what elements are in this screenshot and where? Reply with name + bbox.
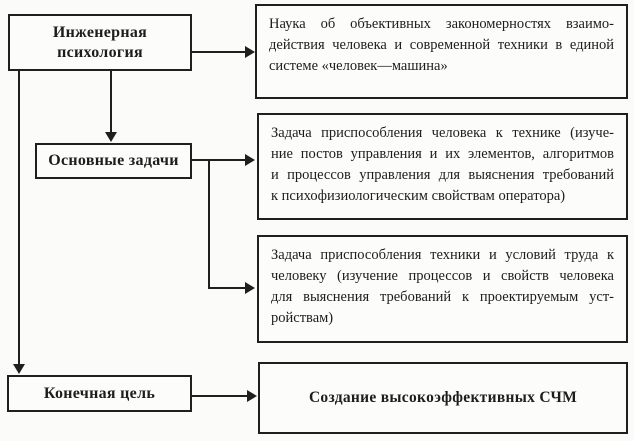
node-task-adapt-human-to-tech: Задача приспособления человека к технике (изуче- ние постов управления и их элементов, алгоритмов и процессов управления для выяснения требований к психофизиологическим свойствам оператора) [257,113,628,220]
node-main-tasks [35,143,192,179]
node-final-goal [7,375,192,412]
node-create-effective-hms [258,362,628,434]
connector-goal-to-result [192,395,247,397]
node-engineering-psychology [8,14,192,71]
connector-tasks-branch-down [208,159,210,289]
connector-root-to-tasks [110,71,112,132]
connector-root-to-definition [192,51,246,53]
arrowhead-right-icon [247,390,257,402]
node-task-adapt-tech-to-human: Задача приспособления техники и условий труда к человеку (изучение процессов и свойств человека для выяснения требований к проектируемым уст- ройствам) [257,235,628,343]
arrowhead-down-icon [105,132,117,142]
node-create-effective-hms-label: Создание высокоэффективных СЧМ [308,389,578,406]
node-engineering-psychology-label: Инженерная психология [52,23,148,61]
connector-tasks-to-task2 [208,287,245,289]
arrowhead-right-icon [245,282,255,294]
arrowhead-right-icon [245,154,255,166]
connector-tasks-to-task1 [192,159,245,161]
node-science-definition: Наука об объективных закономерностях взаимо- действия человека и современной техники в единой системе «человек—машина» [255,4,628,99]
arrowhead-right-icon [245,46,255,58]
node-main-tasks-label: Основные задачи [48,152,179,169]
connector-root-to-goal [18,71,20,364]
arrowhead-down-icon [13,364,25,374]
node-final-goal-label: Конечная цель [43,384,156,402]
